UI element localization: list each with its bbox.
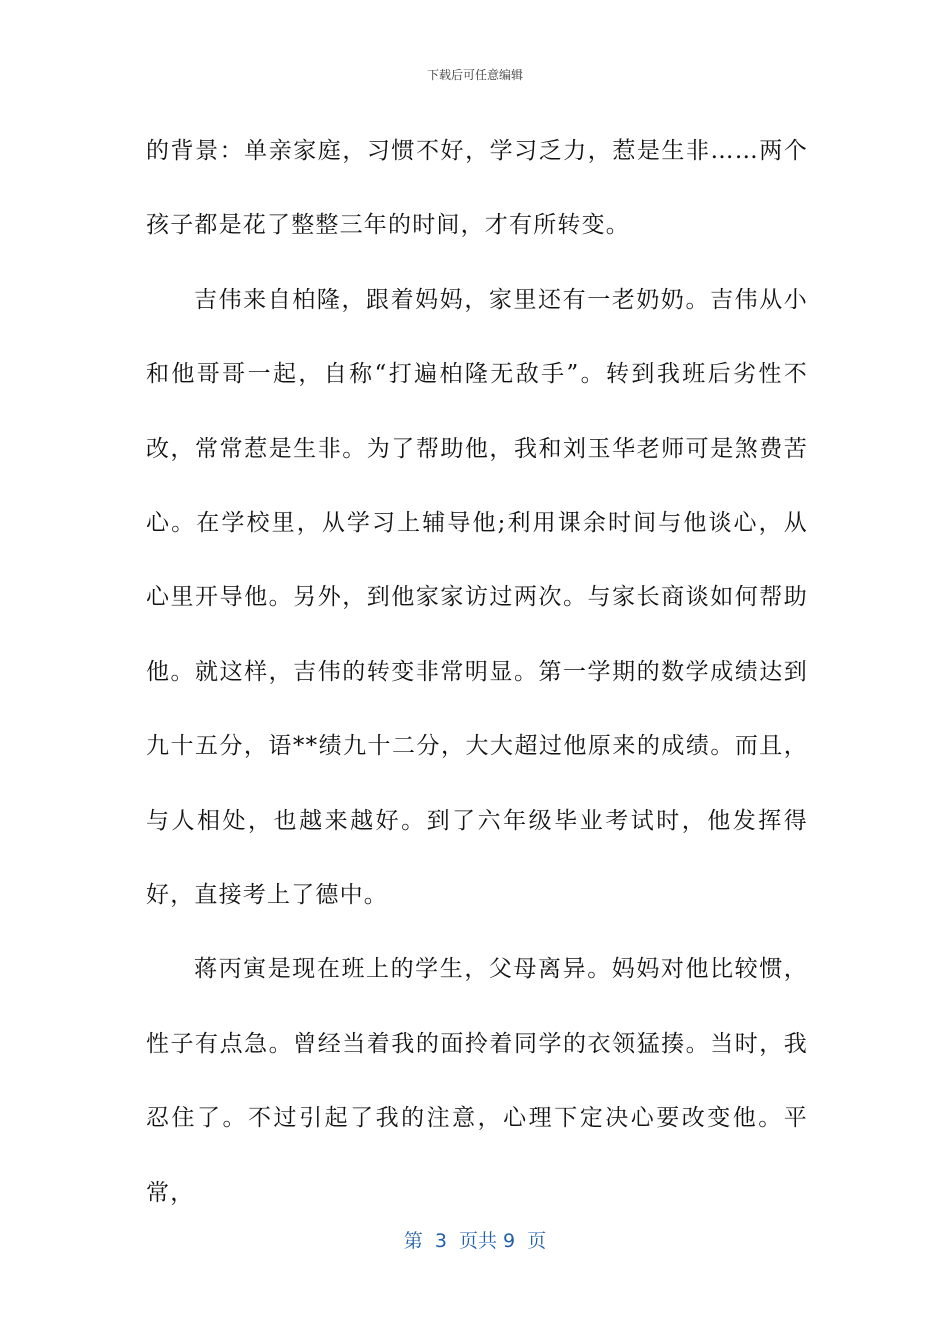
document-body: [146, 114, 808, 1230]
paragraph-continuation: 的背景：单亲家庭，习惯不好，学习乏力，惹是生非……两个孩子都是花了整整三年的时间，才有所转变。: [146, 138, 808, 239]
page-number: 第 3 页共 9 页: [403, 1230, 547, 1252]
download-note: 下载后可任意编辑: [426, 68, 523, 82]
paragraph-jiang-bing-yin: 蒋丙寅是现在班上的学生，父母离异。妈妈对他比较惯，性子有点急。曾经当着我的面拎着同学的衣领猛揍。当时，我忍住了。不过引起了我的注意，心理下定决心要改变他。平常，: [146, 956, 808, 1206]
paragraph-ji-wei: 吉伟来自柏隆，跟着妈妈，家里还有一老奶奶。吉伟从小和他哥哥一起，自称“打遍柏隆无敌手”。转到我班后劣性不改，常常惹是生非。为了帮助他，我和刘玉华老师可是煞费苦心。在学校里，从学习上辅导他;利用课余时间与他谈心，从心里开导他。另外，到他家家访过两次。与家长商谈如何帮助他。就这样，吉伟的转变非常明显。第一学期的数学成绩达到九十五分，语**绩九十二分，大大超过他原来的成绩。而且，与人相处，也越来越好。到了六年级毕业考试时，他发挥得好，直接考上了德中。: [146, 286, 808, 909]
